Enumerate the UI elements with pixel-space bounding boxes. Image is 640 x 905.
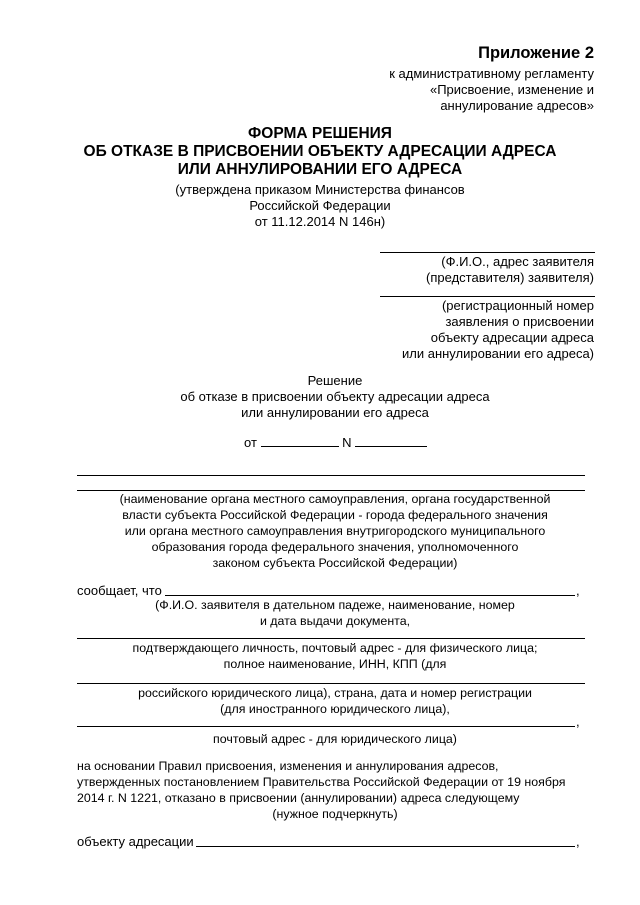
number-label: N: [342, 435, 352, 450]
organ-hint: (наименование органа местного самоуправления, органа государственной: [119, 492, 551, 506]
comma: ,: [576, 834, 580, 849]
comma: ,: [576, 583, 580, 598]
appendix-line: аннулирование адресов»: [440, 98, 594, 113]
applicant-hint: (представителя) заявителя): [426, 270, 594, 285]
date-label: от: [244, 435, 257, 450]
organ-hint: образования города федерального значения, уполномоченного: [151, 540, 519, 554]
applicant-fio-line[interactable]: [380, 252, 595, 253]
appendix-line: «Присвоение, изменение и: [429, 82, 594, 97]
informs-label: сообщает, что: [77, 583, 162, 598]
number-field[interactable]: [355, 434, 427, 447]
registration-hint: заявления о присвоении: [445, 314, 594, 329]
basis-hint: (нужное подчеркнуть): [272, 807, 398, 821]
form-title: ИЛИ АННУЛИРОВАНИИ ЕГО АДРЕСА: [177, 161, 463, 178]
approval-note: (утверждена приказом Министерства финансов: [175, 182, 465, 197]
organ-hint: законом субъекта Российской Федерации): [212, 556, 458, 570]
comma: ,: [576, 714, 580, 729]
applicant-info-hint: полное наименование, ИНН, КПП (для: [223, 657, 447, 671]
appendix-title: Приложение 2: [478, 44, 594, 62]
applicant-info-line[interactable]: [77, 726, 575, 727]
registration-hint: (регистрационный номер: [441, 298, 594, 313]
applicant-info-line[interactable]: [77, 638, 585, 639]
date-field[interactable]: [261, 434, 339, 447]
object-label: объекту адресации: [77, 834, 194, 849]
basis-text: 2014 г. N 1221, отказано в присвоении (аннулировании) адреса следующему: [77, 791, 520, 805]
decision-subtitle: об отказе в присвоении объекту адресации адреса: [180, 389, 490, 404]
applicant-hint: (Ф.И.О., адрес заявителя: [441, 254, 594, 269]
form-title: ОБ ОТКАЗЕ В ПРИСВОЕНИИ ОБЪЕКТУ АДРЕСАЦИИ АДРЕСА: [83, 143, 557, 160]
applicant-info-hint: (Ф.И.О. заявителя в дательном падеже, наименование, номер: [155, 598, 515, 612]
applicant-info-hint: и дата выдачи документа,: [259, 614, 411, 628]
registration-number-line[interactable]: [380, 296, 595, 297]
organ-hint: власти субъекта Российской Федерации - города федерального значения: [122, 508, 548, 522]
basis-text: утвержденных постановлением Правительства Российской Федерации от 19 ноября: [77, 775, 566, 789]
applicant-info-hint: российского юридического лица), страна, дата и номер регистрации: [138, 686, 532, 700]
object-line[interactable]: [196, 846, 575, 847]
applicant-info-hint: (для иностранного юридического лица),: [220, 702, 450, 716]
decision-subtitle: или аннулировании его адреса: [241, 405, 429, 420]
approval-note: Российской Федерации: [249, 198, 391, 213]
applicant-info-hint: подтверждающего личность, почтовый адрес - для физического лица;: [132, 641, 538, 655]
basis-text: на основании Правил присвоения, изменения и аннулирования адресов,: [77, 759, 499, 773]
organ-name-line[interactable]: [77, 475, 585, 476]
form-title: ФОРМА РЕШЕНИЯ: [248, 125, 392, 142]
decision-title: Решение: [307, 373, 363, 388]
organ-hint: или органа местного самоуправления внутригородского муниципального: [124, 524, 546, 538]
applicant-info-line[interactable]: [77, 683, 585, 684]
decision-date-number: [244, 434, 427, 451]
applicant-info-line[interactable]: [165, 595, 575, 596]
applicant-info-hint: почтовый адрес - для юридического лица): [213, 732, 457, 746]
registration-hint: объекту адресации адреса: [430, 330, 594, 345]
registration-hint: или аннулировании его адреса): [402, 346, 594, 361]
appendix-line: к административному регламенту: [389, 66, 594, 81]
approval-note: от 11.12.2014 N 146н): [254, 214, 386, 229]
